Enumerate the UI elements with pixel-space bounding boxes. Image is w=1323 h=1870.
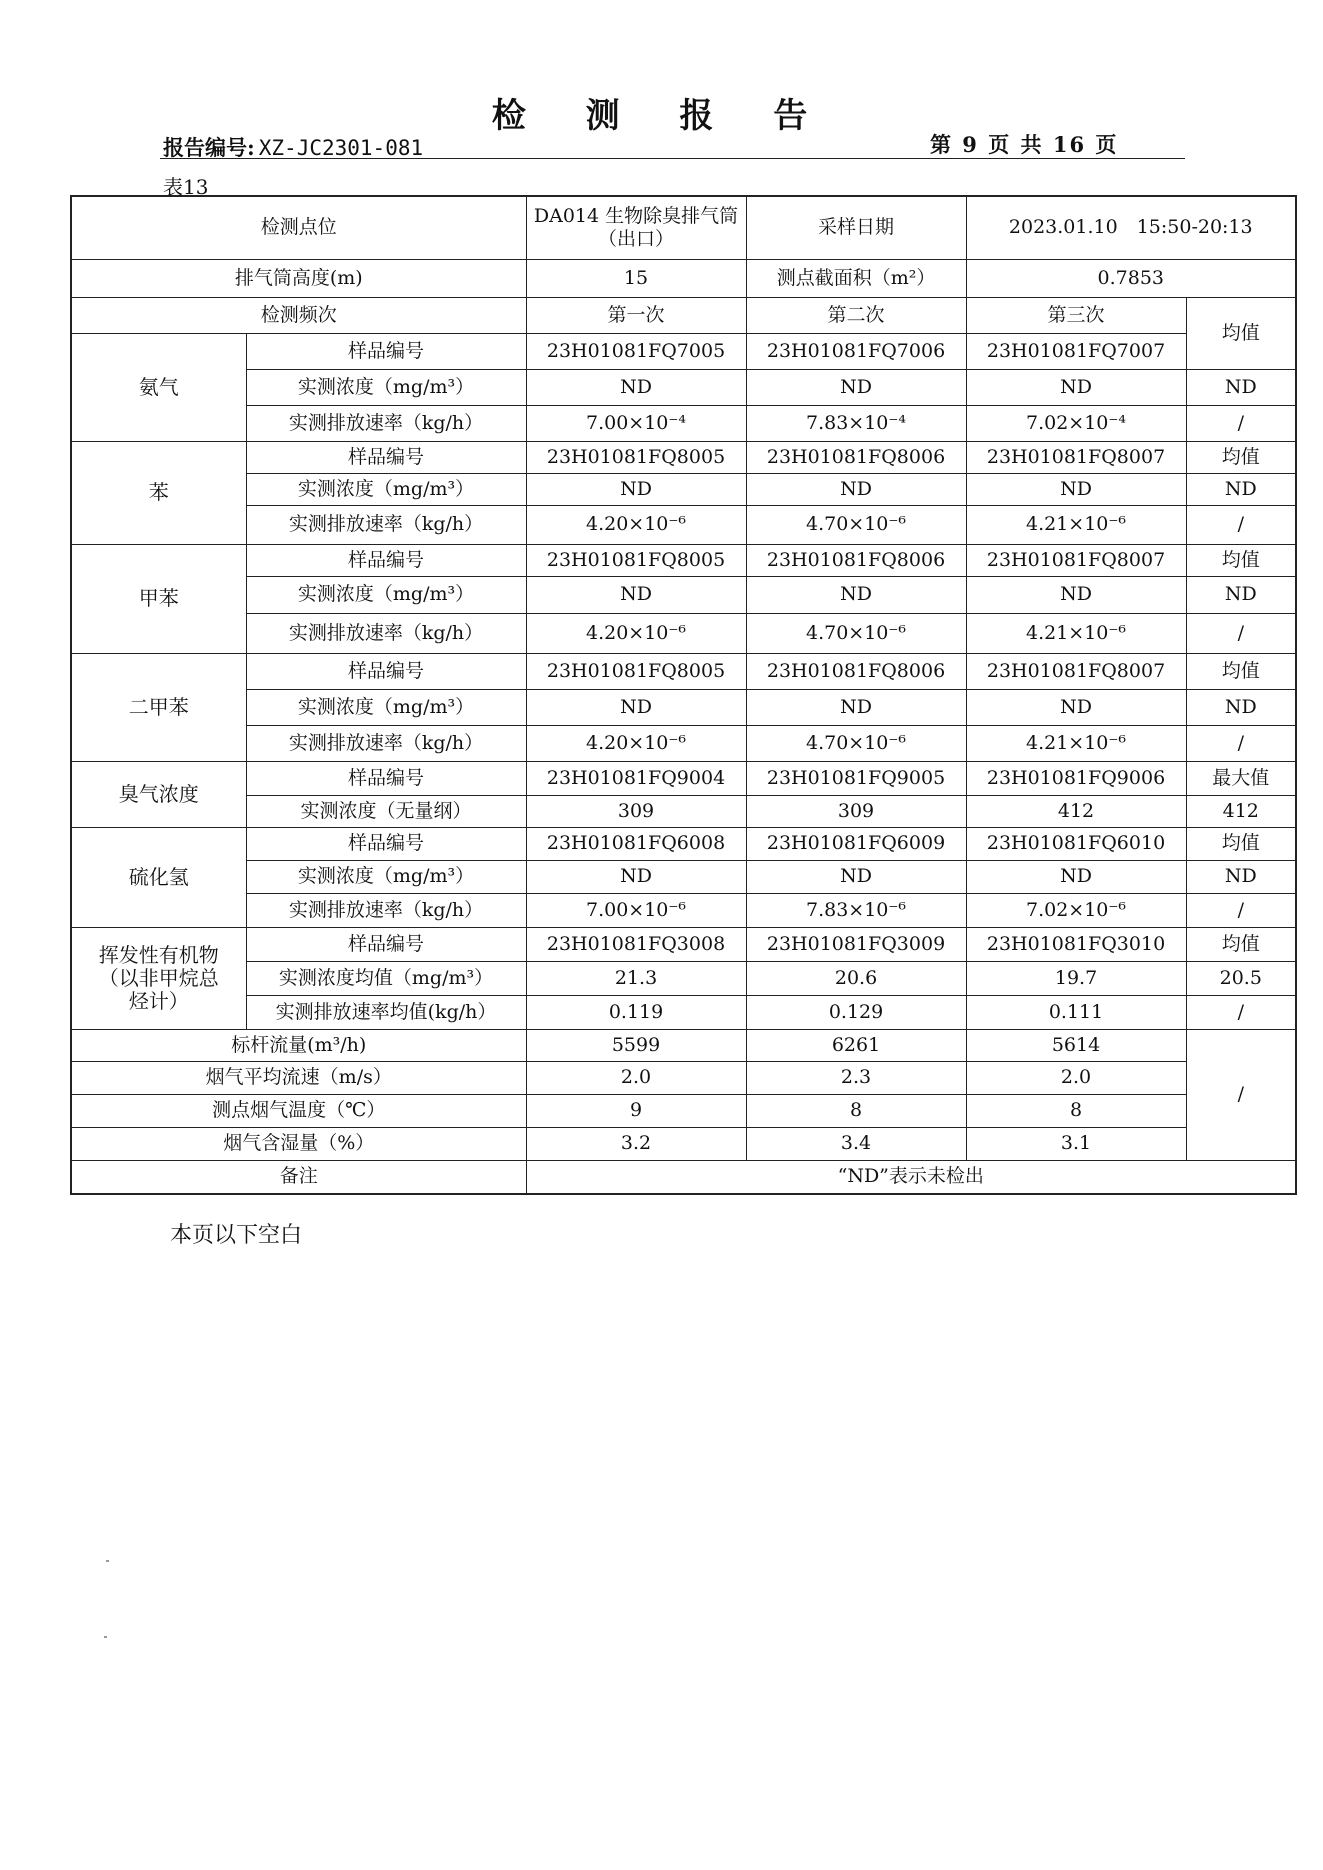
point-row <box>71 196 1296 259</box>
rate-value: 4.21×10⁻⁶ <box>966 725 1186 761</box>
sample-no: 23H01081FQ9005 <box>746 761 966 795</box>
pollutant-name <box>71 927 246 1029</box>
conc-avg: ND <box>1186 576 1296 613</box>
table-row <box>71 473 1296 505</box>
flow-value: 5614 <box>966 1029 1186 1061</box>
flow-value: 6261 <box>746 1029 966 1061</box>
table-row <box>71 893 1296 927</box>
table-row <box>71 961 1296 995</box>
rate-avg: / <box>1186 405 1296 441</box>
speed-value: 2.3 <box>746 1061 966 1094</box>
rate-avg: / <box>1186 505 1296 544</box>
conc-avg: ND <box>1186 860 1296 893</box>
pollutant-name: 氨气 <box>71 333 246 441</box>
table-label: 表13 <box>163 175 209 199</box>
conc-value: ND <box>966 860 1186 893</box>
table-row <box>71 995 1296 1029</box>
rate-value: 4.21×10⁻⁶ <box>966 505 1186 544</box>
conc-value: 19.7 <box>966 961 1186 995</box>
conc-value: ND <box>966 473 1186 505</box>
params-avg: / <box>1186 1029 1296 1160</box>
temp-value: 8 <box>746 1094 966 1127</box>
rate-value: 7.83×10⁻⁶ <box>746 893 966 927</box>
conc-value: ND <box>966 576 1186 613</box>
rate-value: 0.119 <box>526 995 746 1029</box>
rate-label: 实测排放速率（kg/h） <box>246 505 526 544</box>
table-row <box>71 927 1296 961</box>
rate-avg: / <box>1186 613 1296 653</box>
height-row <box>71 259 1296 297</box>
conc-avg: ND <box>1186 369 1296 405</box>
speed-value: 2.0 <box>966 1061 1186 1094</box>
page-info: 第 9 页 共 16 页 <box>930 132 1119 157</box>
table-row <box>71 795 1296 827</box>
freq-1: 第一次 <box>526 297 746 333</box>
conc-value: ND <box>966 369 1186 405</box>
conc-label: 实测浓度（无量纲） <box>246 795 526 827</box>
sample-no: 23H01081FQ8005 <box>526 653 746 689</box>
freq-row <box>71 297 1296 333</box>
table-row <box>71 1029 1296 1061</box>
sample-no: 23H01081FQ8007 <box>966 544 1186 576</box>
conc-label: 实测浓度均值（mg/m³） <box>246 961 526 995</box>
rate-value: 7.00×10⁻⁴ <box>526 405 746 441</box>
temp-label: 测点烟气温度（℃） <box>71 1094 526 1127</box>
freq-2: 第二次 <box>746 297 966 333</box>
speed-label: 烟气平均流速（m/s） <box>71 1061 526 1094</box>
speed-value: 2.0 <box>526 1061 746 1094</box>
table-row <box>71 860 1296 893</box>
moist-value: 3.2 <box>526 1127 746 1160</box>
sample-no: 23H01081FQ6010 <box>966 827 1186 860</box>
conc-label: 实测浓度（mg/m³） <box>246 473 526 505</box>
conc-value: 21.3 <box>526 961 746 995</box>
remark-row <box>71 1160 1296 1194</box>
report-number-label: 报告编号: <box>163 135 255 160</box>
avg-label: 均值 <box>1186 927 1296 961</box>
results-table <box>70 195 1297 1195</box>
rate-label: 实测排放速率（kg/h） <box>246 725 526 761</box>
rate-avg: / <box>1186 725 1296 761</box>
table-row <box>71 405 1296 441</box>
conc-value: ND <box>966 689 1186 725</box>
report-number-value: XZ-JC2301-081 <box>258 136 424 160</box>
conc-value: ND <box>526 860 746 893</box>
pollutant-name: 苯 <box>71 441 246 544</box>
conc-value: 309 <box>746 795 966 827</box>
date-value: 2023.01.10 15:50-20:13 <box>966 196 1296 259</box>
sample-no-label: 样品编号 <box>246 653 526 689</box>
sample-no-label: 样品编号 <box>246 761 526 795</box>
table-row <box>71 441 1296 473</box>
voc-name-line-1: 挥发性有机物 <box>98 942 219 967</box>
moist-label: 烟气含湿量（%） <box>71 1127 526 1160</box>
sample-no: 23H01081FQ8007 <box>966 441 1186 473</box>
sample-no: 23H01081FQ9004 <box>526 761 746 795</box>
date-label: 采样日期 <box>746 196 966 259</box>
avg-label: 均值 <box>1186 441 1296 473</box>
blank-below-note: 本页以下空白 <box>170 1223 303 1248</box>
conc-value: ND <box>746 689 966 725</box>
sample-no: 23H01081FQ7006 <box>746 333 966 369</box>
point-label: 检测点位 <box>71 196 526 259</box>
table-row <box>71 653 1296 689</box>
table-row <box>71 333 1296 369</box>
table-row <box>71 1094 1296 1127</box>
conc-value: ND <box>746 473 966 505</box>
scan-speck <box>104 1636 107 1638</box>
table-row <box>71 725 1296 761</box>
sample-no-label: 样品编号 <box>246 927 526 961</box>
sample-no: 23H01081FQ3008 <box>526 927 746 961</box>
sample-no: 23H01081FQ8006 <box>746 441 966 473</box>
sample-no: 23H01081FQ9006 <box>966 761 1186 795</box>
conc-value: ND <box>746 576 966 613</box>
table-row <box>71 761 1296 795</box>
rate-value: 4.70×10⁻⁶ <box>746 505 966 544</box>
rate-value: 4.20×10⁻⁶ <box>526 725 746 761</box>
conc-value: ND <box>526 576 746 613</box>
rate-avg: / <box>1186 995 1296 1029</box>
remark-value: “ND”表示未检出 <box>526 1160 1296 1194</box>
rate-value: 7.00×10⁻⁶ <box>526 893 746 927</box>
conc-label: 实测浓度（mg/m³） <box>246 369 526 405</box>
moist-value: 3.4 <box>746 1127 966 1160</box>
conc-value: ND <box>746 369 966 405</box>
temp-value: 8 <box>966 1094 1186 1127</box>
table-row <box>71 613 1296 653</box>
pollutant-name: 二甲苯 <box>71 653 246 761</box>
pollutant-name: 硫化氢 <box>71 827 246 927</box>
conc-label: 实测浓度（mg/m³） <box>246 860 526 893</box>
height-value: 15 <box>526 259 746 297</box>
flow-value: 5599 <box>526 1029 746 1061</box>
conc-avg: ND <box>1186 473 1296 505</box>
avg-label: 均值 <box>1186 544 1296 576</box>
freq-3: 第三次 <box>966 297 1186 333</box>
table-row <box>71 827 1296 860</box>
rate-value: 4.70×10⁻⁶ <box>746 613 966 653</box>
header-rule <box>160 158 1185 159</box>
table-row <box>71 576 1296 613</box>
rate-value: 7.02×10⁻⁶ <box>966 893 1186 927</box>
point-value: DA014 生物除臭排气筒（出口） <box>526 196 746 259</box>
sample-no: 23H01081FQ3010 <box>966 927 1186 961</box>
rate-label: 实测排放速率（kg/h） <box>246 613 526 653</box>
rate-label: 实测排放速率（kg/h） <box>246 893 526 927</box>
sample-no-label: 样品编号 <box>246 827 526 860</box>
report-title: 检 测 报 告 <box>491 96 832 136</box>
rate-value: 0.111 <box>966 995 1186 1029</box>
temp-value: 9 <box>526 1094 746 1127</box>
rate-value: 4.20×10⁻⁶ <box>526 613 746 653</box>
sample-no-label: 样品编号 <box>246 333 526 369</box>
conc-label: 实测浓度（mg/m³） <box>246 576 526 613</box>
pollutant-name: 臭气浓度 <box>71 761 246 827</box>
sample-no: 23H01081FQ6008 <box>526 827 746 860</box>
conc-value: ND <box>526 369 746 405</box>
rate-label: 实测排放速率（kg/h） <box>246 405 526 441</box>
freq-label: 检测频次 <box>71 297 526 333</box>
avg-header: 均值 <box>1186 297 1296 369</box>
sample-no: 23H01081FQ8007 <box>966 653 1186 689</box>
height-label: 排气筒高度(m) <box>71 259 526 297</box>
remark-label: 备注 <box>71 1160 526 1194</box>
flow-label: 标杆流量(m³/h) <box>71 1029 526 1061</box>
conc-value: ND <box>526 473 746 505</box>
table-row <box>71 1061 1296 1094</box>
area-label: 测点截面积（m²） <box>746 259 966 297</box>
table-row <box>71 505 1296 544</box>
rate-avg: / <box>1186 893 1296 927</box>
rate-label: 实测排放速率均值(kg/h） <box>246 995 526 1029</box>
avg-label: 均值 <box>1186 653 1296 689</box>
conc-value: ND <box>526 689 746 725</box>
area-value: 0.7853 <box>966 259 1296 297</box>
max-label: 最大值 <box>1186 761 1296 795</box>
pollutant-name: 甲苯 <box>71 544 246 653</box>
rate-value: 7.83×10⁻⁴ <box>746 405 966 441</box>
conc-avg: 20.5 <box>1186 961 1296 995</box>
rate-value: 4.70×10⁻⁶ <box>746 725 966 761</box>
rate-value: 4.21×10⁻⁶ <box>966 613 1186 653</box>
sample-no: 23H01081FQ6009 <box>746 827 966 860</box>
table-row <box>71 369 1296 405</box>
table-row <box>71 1127 1296 1160</box>
sample-no-label: 样品编号 <box>246 441 526 473</box>
sample-no: 23H01081FQ3009 <box>746 927 966 961</box>
table-row <box>71 689 1296 725</box>
sample-no: 23H01081FQ7007 <box>966 333 1186 369</box>
voc-name-line-2: （以非甲烷总 <box>98 965 219 990</box>
conc-max: 412 <box>1186 795 1296 827</box>
sample-no: 23H01081FQ8005 <box>526 441 746 473</box>
sample-no: 23H01081FQ8006 <box>746 653 966 689</box>
sample-no: 23H01081FQ8006 <box>746 544 966 576</box>
conc-value: 412 <box>966 795 1186 827</box>
moist-value: 3.1 <box>966 1127 1186 1160</box>
conc-label: 实测浓度（mg/m³） <box>246 689 526 725</box>
rate-value: 7.02×10⁻⁴ <box>966 405 1186 441</box>
sample-no: 23H01081FQ7005 <box>526 333 746 369</box>
sample-no-label: 样品编号 <box>246 544 526 576</box>
sample-no: 23H01081FQ8005 <box>526 544 746 576</box>
avg-label: 均值 <box>1186 827 1296 860</box>
conc-value: 309 <box>526 795 746 827</box>
conc-value: ND <box>746 860 966 893</box>
table-row <box>71 544 1296 576</box>
rate-value: 4.20×10⁻⁶ <box>526 505 746 544</box>
scan-speck <box>106 1560 109 1562</box>
conc-avg: ND <box>1186 689 1296 725</box>
voc-name-line-3: 烃计） <box>128 988 189 1013</box>
conc-value: 20.6 <box>746 961 966 995</box>
rate-value: 0.129 <box>746 995 966 1029</box>
